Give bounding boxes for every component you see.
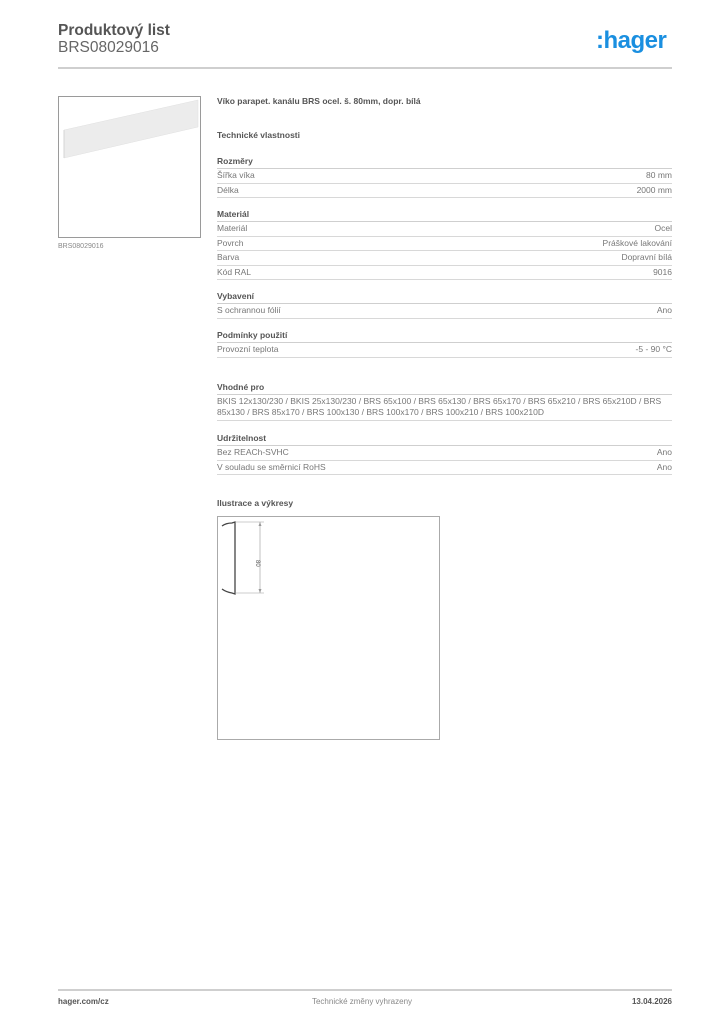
technical-drawing — [217, 516, 440, 740]
cross-section-drawing — [218, 517, 439, 739]
footer-website-link[interactable]: hager.com/cz — [58, 997, 109, 1006]
row-label: V souladu se směrnicí RoHS — [217, 461, 326, 472]
group-title: Materiál — [217, 208, 672, 222]
dimension-label: 80 — [254, 560, 260, 567]
row-value: Ano — [656, 447, 672, 457]
row-value: 80 mm — [646, 170, 672, 180]
row-value: Ano — [656, 461, 672, 472]
footer-divider — [58, 989, 672, 991]
row-value: 2000 mm — [636, 184, 672, 195]
group-suitable-for — [217, 381, 672, 421]
row-value: Ano — [656, 305, 672, 315]
footer-date: 13.04.2026 — [631, 997, 672, 1006]
table-row — [217, 184, 672, 199]
compatible-products-list: BKIS 12x130/230 / BKIS 25x130/230 / BRS 65x100 / BRS 65x130 / BRS 65x170 / BRS 65x210 / BRS 65x210D / BRS 85x130 / BRS 85x170 / BRS 100x130 / BRS 100x170 / BRS 100x210 / BRS 100x210D — [217, 395, 672, 421]
technical-properties-heading: Technické vlastnosti — [217, 130, 300, 140]
product-cover-illustration — [59, 97, 200, 237]
table-row — [217, 266, 672, 281]
group-title: Vybavení — [217, 290, 672, 304]
row-value: 9016 — [653, 266, 672, 277]
row-label: Barva — [217, 252, 240, 262]
row-label: Bez REACh-SVHC — [217, 447, 289, 457]
row-label: Šířka víka — [217, 170, 255, 180]
table-row — [217, 222, 672, 237]
group-title: Vhodné pro — [217, 381, 672, 395]
group-operating-conditions — [217, 329, 672, 358]
table-row — [217, 251, 672, 266]
group-equipment — [217, 290, 672, 319]
table-row — [217, 343, 672, 358]
group-title: Udržitelnost — [217, 432, 672, 446]
row-label: Materiál — [217, 223, 248, 233]
row-label: Provozní teplota — [217, 344, 279, 354]
header-divider — [58, 67, 672, 69]
group-title: Podmínky použití — [217, 329, 672, 343]
row-value: -5 - 90 °C — [635, 344, 672, 354]
row-label: S ochrannou fólií — [217, 305, 281, 315]
table-row — [217, 169, 672, 184]
group-dimensions — [217, 155, 672, 198]
row-value: Dopravní bílá — [621, 252, 672, 262]
table-row — [217, 304, 672, 319]
row-label: Kód RAL — [217, 266, 252, 277]
illustrations-heading: Ilustrace a výkresy — [217, 498, 294, 508]
group-sustainability — [217, 432, 672, 475]
row-label: Povrch — [217, 237, 244, 248]
product-name: Víko parapet. kanálu BRS ocel. š. 80mm, dopr. bílá — [217, 96, 421, 106]
product-code: BRS08029016 — [58, 39, 159, 56]
product-image — [58, 96, 201, 238]
row-value: Práškové lakování — [602, 237, 672, 248]
table-row — [217, 461, 672, 476]
product-image-caption: BRS08029016 — [58, 243, 104, 250]
table-row — [217, 237, 672, 252]
group-material — [217, 208, 672, 280]
table-row — [217, 446, 672, 461]
footer-notice: Technické změny vyhrazeny — [311, 997, 413, 1006]
row-value: Ocel — [654, 223, 672, 233]
group-title: Rozměry — [217, 155, 672, 169]
hager-logo: :hager — [596, 27, 667, 54]
document-title: Produktový list — [58, 22, 170, 39]
row-label: Délka — [217, 184, 239, 195]
